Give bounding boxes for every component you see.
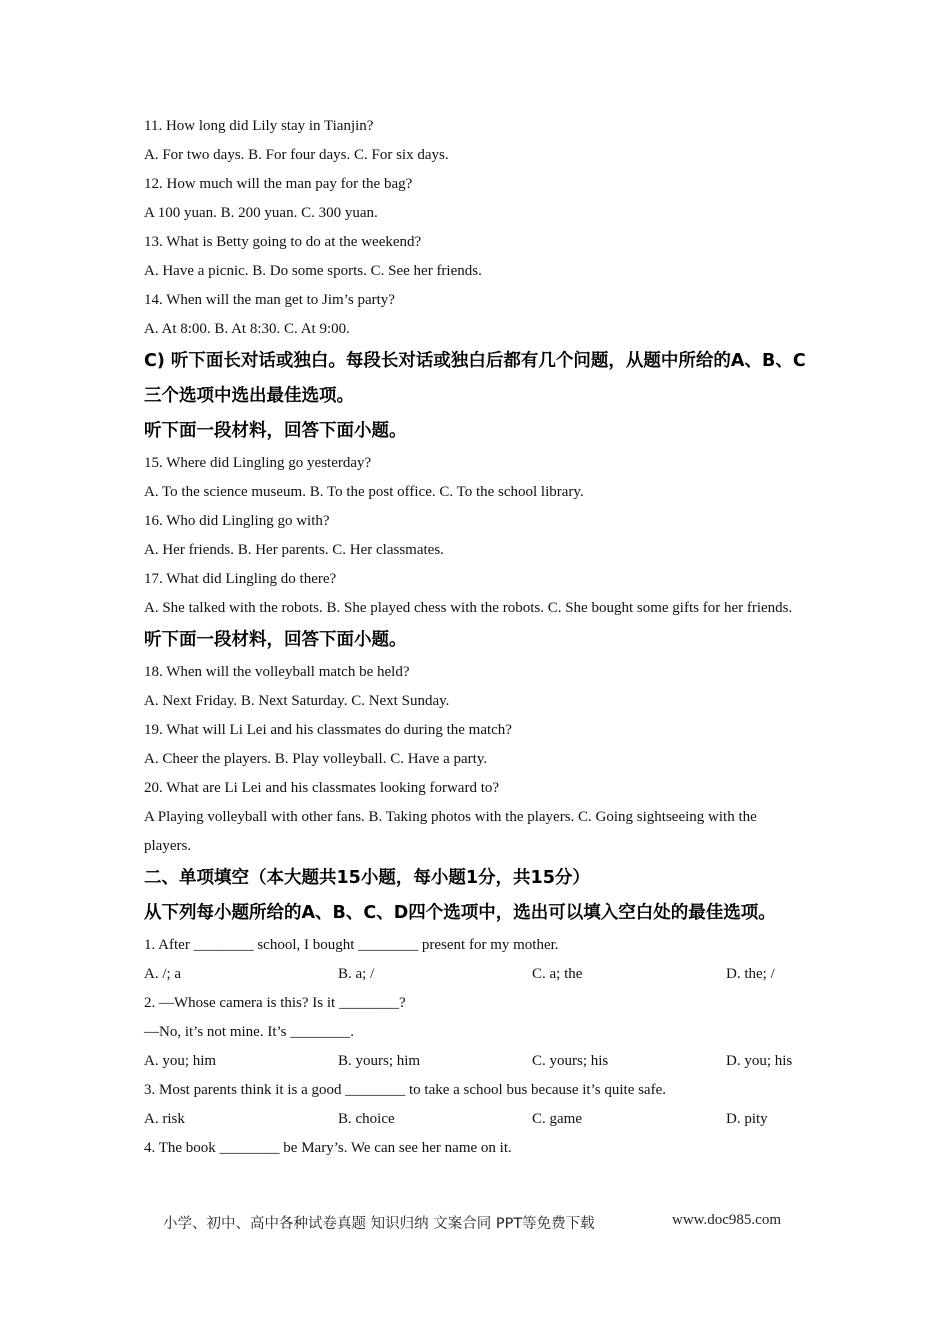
option-d: D. you; his	[726, 1053, 793, 1069]
passage-1-instruction: 听下面一段材料，回答下面小题。	[144, 421, 407, 441]
mc-question-2: 2. —Whose camera is this? Is it ________?	[144, 995, 406, 1011]
option-b: B. yours; him	[338, 1053, 421, 1069]
question-18: 18. When will the volleyball match be held?	[144, 664, 410, 680]
question-19: 19. What will Li Lei and his classmates do during the match?	[144, 722, 512, 738]
mc-question-4: 4. The book ________ be Mary’s. We can see her name on it.	[144, 1140, 512, 1156]
option-b: B. choice	[338, 1111, 395, 1127]
mc-options-1	[144, 960, 806, 989]
options-12: A 100 yuan. B. 200 yuan. C. 300 yuan.	[144, 205, 378, 221]
question-20: 20. What are Li Lei and his classmates looking forward to?	[144, 780, 500, 796]
option-c: C. a; the	[532, 966, 583, 982]
question-16: 16. Who did Lingling go with?	[144, 513, 330, 529]
option-c: C. game	[532, 1111, 582, 1127]
part2-instruction: 从下列每小题所给的A、B、C、D四个选项中，选出可以填入空白处的最佳选项。	[144, 903, 776, 923]
options-13: A. Have a picnic. B. Do some sports. C. See her friends.	[144, 263, 482, 279]
mc-options-3	[144, 1105, 806, 1134]
option-a: A. /; a	[144, 966, 182, 982]
option-d: D. the; /	[726, 966, 775, 982]
part2-heading: 二、单项填空（本大题共15小题，每小题1分，共15分）	[144, 868, 590, 888]
options-15: A. To the science museum. B. To the post office. C. To the school library.	[144, 484, 584, 500]
options-18: A. Next Friday. B. Next Saturday. C. Next Sunday.	[144, 693, 450, 709]
option-d: D. pity	[726, 1111, 768, 1127]
options-11: A. For two days. B. For four days. C. For six days.	[144, 147, 449, 163]
mc-question-1: 1. After ________ school, I bought ________ present for my mother.	[144, 937, 559, 953]
mc-options-2	[144, 1047, 806, 1076]
mc-question-2-reply: —No, it’s not mine. It’s ________.	[144, 1024, 354, 1040]
options-16: A. Her friends. B. Her parents. C. Her classmates.	[144, 542, 444, 558]
option-a: A. you; him	[144, 1053, 217, 1069]
options-20: A Playing volleyball with other fans. B. Taking photos with the players. C. Going sightseeing with the players.	[144, 809, 757, 854]
page-footer	[163, 1212, 803, 1233]
option-b: B. a; /	[338, 966, 375, 982]
options-17: A. She talked with the robots. B. She played chess with the robots. C. She bought some gifts for her friends.	[144, 600, 793, 616]
options-14: A. At 8:00. B. At 8:30. C. At 9:00.	[144, 321, 350, 337]
question-12: 12. How much will the man pay for the bag?	[144, 176, 413, 192]
question-11: 11. How long did Lily stay in Tianjin?	[144, 118, 374, 134]
question-13: 13. What is Betty going to do at the weekend?	[144, 234, 422, 250]
question-14: 14. When will the man get to Jim’s party?	[144, 292, 395, 308]
section-c-heading: C) 听下面长对话或独白。每段长对话或独白后都有几个问题，从题中所给的A、B、C三个选项中选出最佳选项。	[144, 351, 806, 406]
footer-url[interactable]: www.doc985.com	[672, 1212, 782, 1228]
option-a: A. risk	[144, 1111, 185, 1127]
footer-text: 小学、初中、高中各种试卷真题 知识归纳 文案合同 PPT等免费下载	[163, 1216, 595, 1232]
passage-2-instruction: 听下面一段材料，回答下面小题。	[144, 630, 407, 650]
exam-page	[144, 112, 806, 1163]
option-c: C. yours; his	[532, 1053, 609, 1069]
question-15: 15. Where did Lingling go yesterday?	[144, 455, 372, 471]
question-17: 17. What did Lingling do there?	[144, 571, 337, 587]
options-19: A. Cheer the players. B. Play volleyball. C. Have a party.	[144, 751, 488, 767]
mc-question-3: 3. Most parents think it is a good ________ to take a school bus because it’s quite safe.	[144, 1082, 666, 1098]
